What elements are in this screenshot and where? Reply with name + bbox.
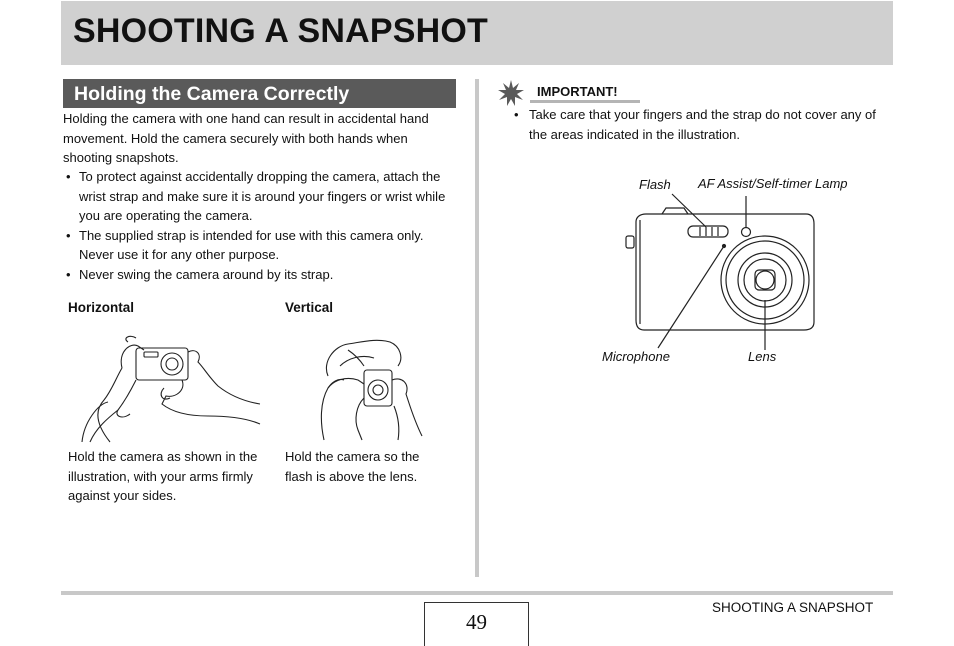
column-divider <box>475 79 479 577</box>
camera-front-diagram <box>620 190 820 355</box>
important-underline <box>530 100 640 103</box>
intro-paragraph: Holding the camera with one hand can result in accidental hand movement. Hold the camera securely with both hands when shooting snapshots. <box>63 111 429 165</box>
page-title: SHOOTING A SNAPSHOT <box>73 12 488 50</box>
title-bar <box>61 1 893 65</box>
af-lamp-label: AF Assist/Self-timer Lamp <box>698 176 848 191</box>
horizontal-caption: Hold the camera as shown in the illustration, with your arms firmly against your sides. <box>68 449 258 503</box>
right-bullet-list <box>513 105 893 145</box>
flash-label: Flash <box>639 177 671 192</box>
section-header <box>63 79 456 108</box>
list-item: • Never swing the camera around by its strap. <box>63 265 458 285</box>
important-label: IMPORTANT! <box>537 84 618 99</box>
section-title: Holding the Camera Correctly <box>74 83 350 105</box>
list-item: • The supplied strap is intended for use with this camera only. Never use it for any other purpose. <box>63 226 458 265</box>
left-bullet-list <box>63 167 458 284</box>
starburst-icon <box>498 80 524 106</box>
vertical-caption: Hold the camera so the flash is above the lens. <box>285 449 420 484</box>
list-item: • Take care that your fingers and the strap do not cover any of the areas indicated in the illustration. <box>513 105 893 145</box>
page-number-box <box>424 602 529 646</box>
lens-label: Lens <box>748 349 777 364</box>
list-item: • To protect against accidentally dropping the camera, attach the wrist strap and make sure it is around your fingers or wrist while you are operating the camera. <box>63 167 458 226</box>
vertical-label: Vertical <box>285 300 334 315</box>
vertical-grip-illustration <box>318 336 428 440</box>
horizontal-grip-illustration <box>78 332 268 442</box>
footer-rule <box>61 591 893 595</box>
horizontal-label: Horizontal <box>68 300 134 315</box>
microphone-label: Microphone <box>602 349 670 364</box>
footer-section-label: SHOOTING A SNAPSHOT <box>712 600 874 615</box>
page-number: 49 <box>466 610 487 634</box>
